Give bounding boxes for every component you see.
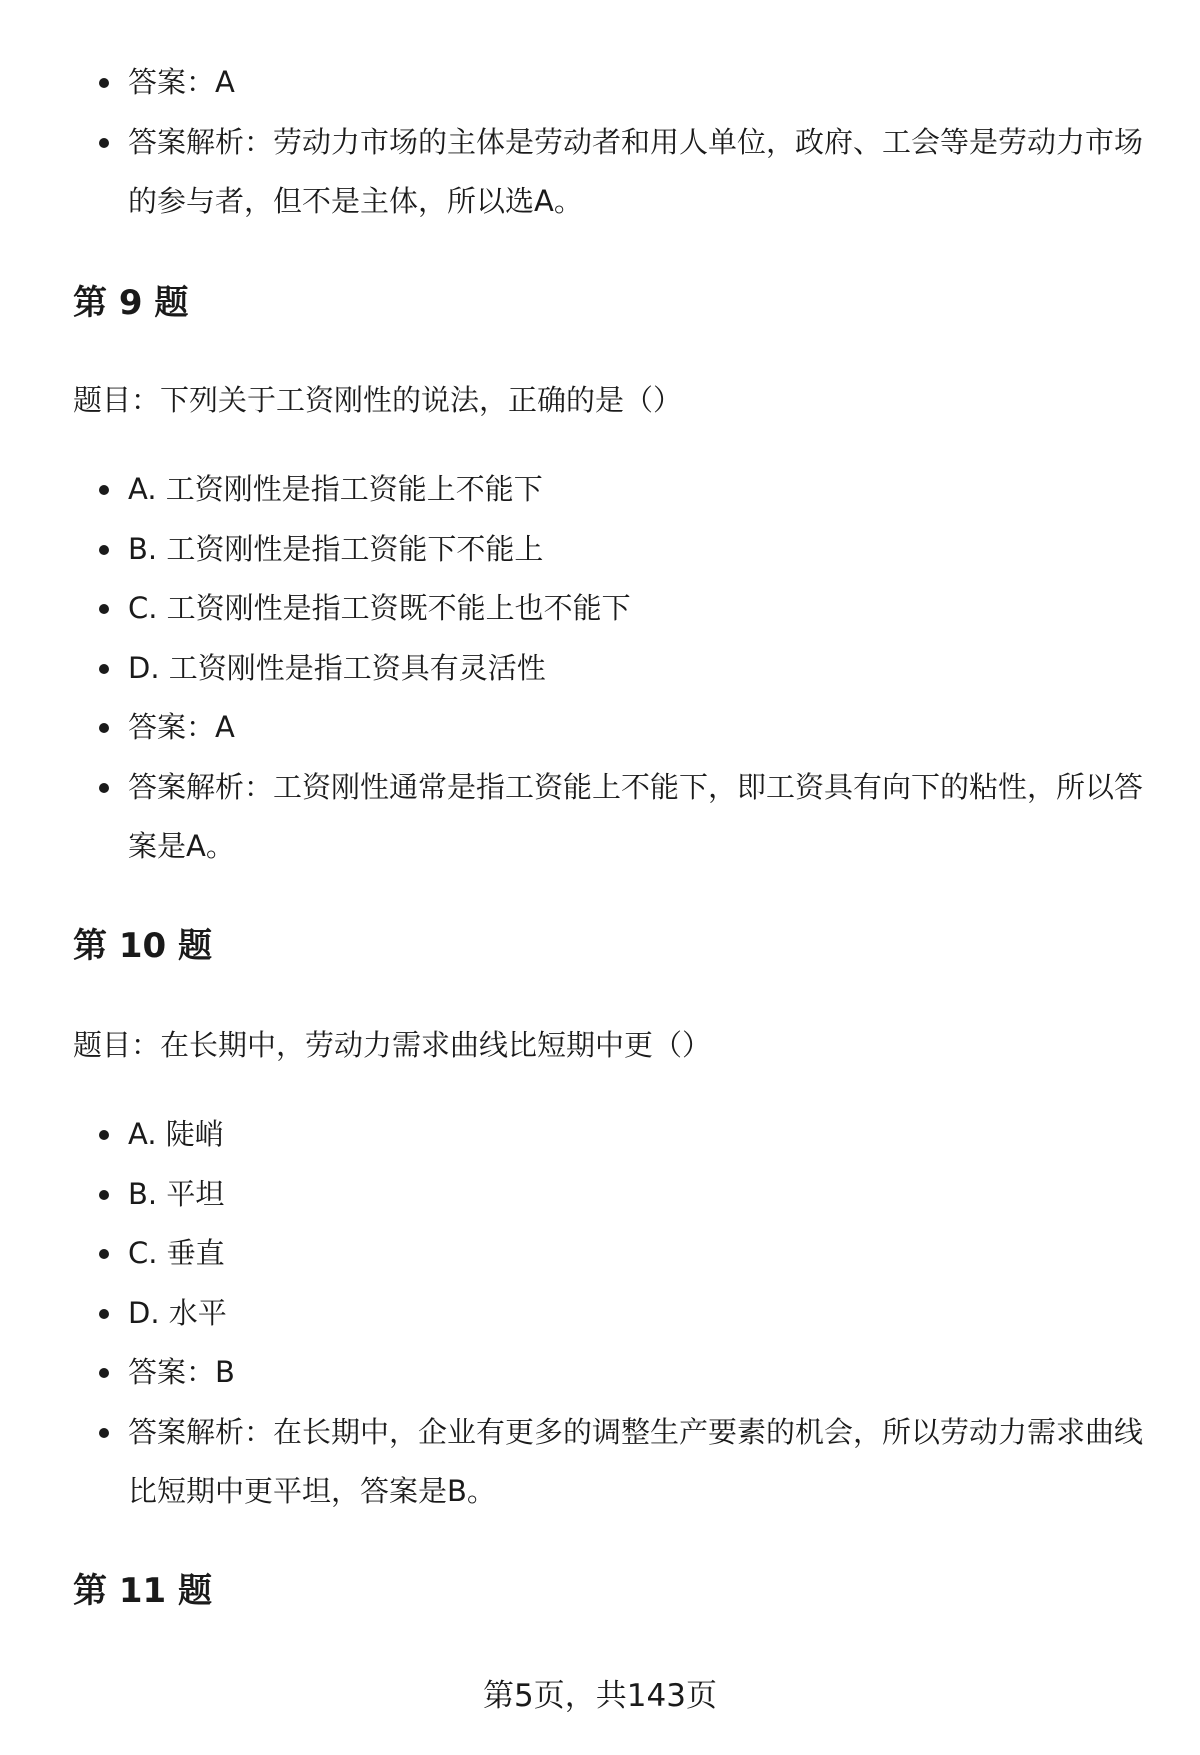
question-9-options xyxy=(73,460,1153,877)
question-heading: 第 9 题 xyxy=(73,283,189,323)
option-a: A. 陡峭 xyxy=(73,1105,1165,1165)
option-b: B. 平坦 xyxy=(73,1165,1165,1225)
option-d: D. 水平 xyxy=(73,1284,1165,1344)
answer-item: 答案：A xyxy=(73,53,1165,113)
question-10-options xyxy=(73,1105,1153,1522)
option-list xyxy=(73,1105,1153,1522)
prev-answer-list xyxy=(73,53,1153,232)
explanation-item: 答案解析：劳动力市场的主体是劳动者和用人单位，政府、工会等是劳动力市场的参与者，但不是主体，所以选A。 xyxy=(73,113,1165,232)
explanation-item: 答案解析：工资刚性通常是指工资能上不能下，即工资具有向下的粘性，所以答案是A。 xyxy=(73,758,1165,877)
page-number: 第5页，共143页 xyxy=(483,1678,717,1714)
answer-item: 答案：B xyxy=(73,1343,1165,1403)
question-10-stem-block xyxy=(73,1025,1153,1065)
question-heading: 第 10 题 xyxy=(73,926,212,966)
option-d: D. 工资刚性是指工资具有灵活性 xyxy=(73,639,1165,699)
option-c: C. 工资刚性是指工资既不能上也不能下 xyxy=(73,579,1165,639)
option-list xyxy=(73,460,1153,877)
question-heading: 第 11 题 xyxy=(73,1571,212,1611)
option-c: C. 垂直 xyxy=(73,1224,1165,1284)
question-9-stem-block xyxy=(73,380,1153,420)
question-10-heading-block xyxy=(73,926,1153,966)
option-a: A. 工资刚性是指工资能上不能下 xyxy=(73,460,1165,520)
prev-question-tail xyxy=(73,53,1153,232)
answer-item: 答案：A xyxy=(73,698,1165,758)
question-9-heading-block xyxy=(73,283,1153,323)
question-stem: 题目：下列关于工资刚性的说法，正确的是（） xyxy=(73,383,683,417)
option-b: B. 工资刚性是指工资能下不能上 xyxy=(73,520,1165,580)
question-11-heading-block xyxy=(73,1571,1153,1611)
question-stem: 题目：在长期中，劳动力需求曲线比短期中更（） xyxy=(73,1028,712,1062)
explanation-item: 答案解析：在长期中，企业有更多的调整生产要素的机会，所以劳动力需求曲线比短期中更平坦，答案是B。 xyxy=(73,1403,1165,1522)
